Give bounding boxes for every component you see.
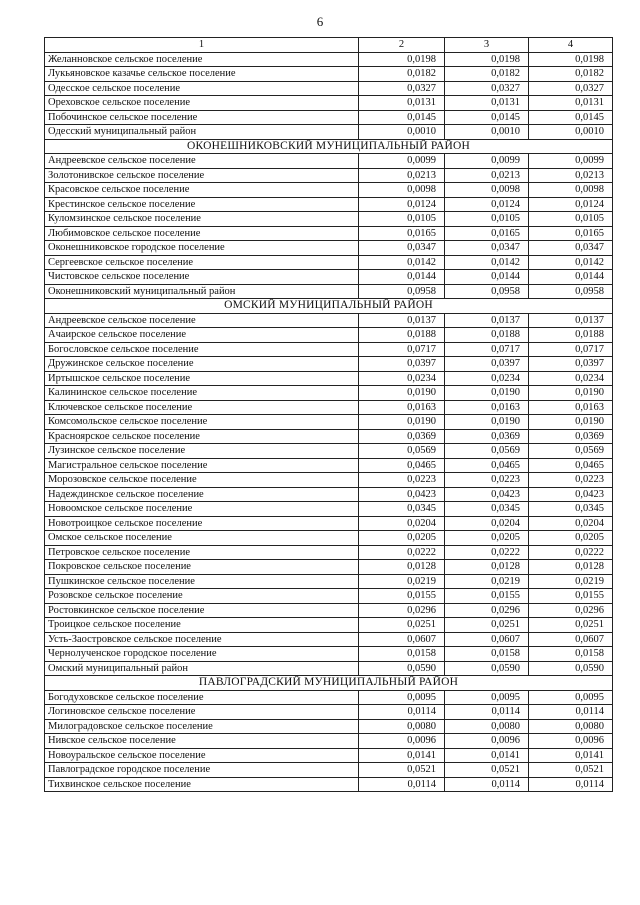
value-cell-col4: 0,0607 [529, 632, 613, 647]
settlement-name-cell: Крестинское сельское поселение [45, 197, 359, 212]
table-row [45, 719, 613, 734]
value-cell-col2: 0,0345 [359, 502, 445, 517]
table-row [45, 96, 613, 111]
value-cell-col4: 0,0222 [529, 545, 613, 560]
settlement-name-cell: Дружинское сельское поселение [45, 357, 359, 372]
settlement-name-cell: Павлоградское городское поселение [45, 763, 359, 778]
value-cell-col4: 0,0345 [529, 502, 613, 517]
value-cell-col3: 0,0327 [445, 81, 529, 96]
value-cell-col2: 0,0188 [359, 328, 445, 343]
value-cell-col3: 0,0223 [445, 473, 529, 488]
value-cell-col3: 0,0114 [445, 705, 529, 720]
value-cell-col2: 0,0465 [359, 458, 445, 473]
settlement-name-cell: Оконешниковское городское поселение [45, 241, 359, 256]
value-cell-col4: 0,0251 [529, 618, 613, 633]
value-cell-col2: 0,0010 [359, 125, 445, 140]
value-cell-col3: 0,0105 [445, 212, 529, 227]
value-cell-col2: 0,0131 [359, 96, 445, 111]
table-row [45, 386, 613, 401]
settlement-name-cell: Богодуховское сельское поселение [45, 690, 359, 705]
value-cell-col4: 0,0145 [529, 110, 613, 125]
page-number: 6 [316, 14, 324, 29]
settlement-name-cell: Омский муниципальный район [45, 661, 359, 676]
settlement-name-cell: Розовское сельское поселение [45, 589, 359, 604]
value-cell-col3: 0,0190 [445, 386, 529, 401]
value-cell-col4: 0,0142 [529, 255, 613, 270]
table-row [45, 618, 613, 633]
value-cell-col2: 0,0099 [359, 154, 445, 169]
table-row [45, 705, 613, 720]
value-cell-col4: 0,0569 [529, 444, 613, 459]
table-row [45, 342, 613, 357]
value-cell-col2: 0,0521 [359, 763, 445, 778]
settlement-name-cell: Магистральное сельское поселение [45, 458, 359, 473]
table-row [45, 154, 613, 169]
value-cell-col3: 0,0128 [445, 560, 529, 575]
section-title: ОКОНЕШНИКОВСКИЙ МУНИЦИПАЛЬНЫЙ РАЙОН [45, 139, 613, 154]
settlement-name-cell: Ачаирское сельское поселение [45, 328, 359, 343]
value-cell-col2: 0,0219 [359, 574, 445, 589]
value-cell-col3: 0,0095 [445, 690, 529, 705]
settlement-name-cell: Красноярское сельское поселение [45, 429, 359, 444]
value-cell-col4: 0,0010 [529, 125, 613, 140]
value-cell-col4: 0,0223 [529, 473, 613, 488]
table-row [45, 357, 613, 372]
value-cell-col4: 0,0141 [529, 748, 613, 763]
table-row [45, 473, 613, 488]
value-cell-col3: 0,0347 [445, 241, 529, 256]
settlement-name-cell: Лузинское сельское поселение [45, 444, 359, 459]
value-cell-col3: 0,0096 [445, 734, 529, 749]
settlement-name-cell: Омское сельское поселение [45, 531, 359, 546]
table-row [45, 284, 613, 299]
value-cell-col2: 0,0222 [359, 545, 445, 560]
value-cell-col2: 0,0717 [359, 342, 445, 357]
settlement-name-cell: Золотонивское сельское поселение [45, 168, 359, 183]
table-row [45, 502, 613, 517]
value-cell-col2: 0,0190 [359, 415, 445, 430]
value-cell-col2: 0,0142 [359, 255, 445, 270]
column-header: 1 [45, 38, 359, 53]
settlement-name-cell: Ореховское сельское поселение [45, 96, 359, 111]
table-row [45, 661, 613, 676]
value-cell-col3: 0,0219 [445, 574, 529, 589]
value-cell-col2: 0,0607 [359, 632, 445, 647]
value-cell-col4: 0,0327 [529, 81, 613, 96]
table-row [45, 777, 613, 792]
settlement-name-cell: Чистовское сельское поселение [45, 270, 359, 285]
value-cell-col2: 0,0251 [359, 618, 445, 633]
value-cell-col4: 0,0099 [529, 154, 613, 169]
value-cell-col4: 0,0369 [529, 429, 613, 444]
settlement-name-cell: Лукьяновское казачье сельское поселение [45, 67, 359, 82]
table-row [45, 67, 613, 82]
value-cell-col3: 0,0213 [445, 168, 529, 183]
value-cell-col3: 0,0163 [445, 400, 529, 415]
settlement-name-cell: Ростовкинское сельское поселение [45, 603, 359, 618]
table-header-row [45, 38, 613, 53]
settlement-name-cell: Богословское сельское поселение [45, 342, 359, 357]
value-cell-col4: 0,0205 [529, 531, 613, 546]
table-row [45, 81, 613, 96]
value-cell-col4: 0,0096 [529, 734, 613, 749]
value-cell-col2: 0,0155 [359, 589, 445, 604]
value-cell-col4: 0,0131 [529, 96, 613, 111]
column-header: 2 [359, 38, 445, 53]
settlement-name-cell: Одесское сельское поселение [45, 81, 359, 96]
settlement-name-cell: Андреевское сельское поселение [45, 154, 359, 169]
table-row [45, 560, 613, 575]
value-cell-col4: 0,0717 [529, 342, 613, 357]
value-cell-col4: 0,0347 [529, 241, 613, 256]
value-cell-col3: 0,0124 [445, 197, 529, 212]
value-cell-col3: 0,0198 [445, 52, 529, 67]
value-cell-col3: 0,0141 [445, 748, 529, 763]
value-cell-col4: 0,0296 [529, 603, 613, 618]
value-cell-col2: 0,0141 [359, 748, 445, 763]
table-row [45, 371, 613, 386]
value-cell-col2: 0,0397 [359, 357, 445, 372]
value-cell-col4: 0,0219 [529, 574, 613, 589]
table-row [45, 270, 613, 285]
section-header-row [45, 299, 613, 314]
value-cell-col2: 0,0165 [359, 226, 445, 241]
value-cell-col4: 0,0137 [529, 313, 613, 328]
table-row [45, 183, 613, 198]
value-cell-col4: 0,0234 [529, 371, 613, 386]
value-cell-col4: 0,0190 [529, 386, 613, 401]
settlement-name-cell: Иртышское сельское поселение [45, 371, 359, 386]
value-cell-col4: 0,0590 [529, 661, 613, 676]
allocation-table [44, 37, 613, 792]
value-cell-col2: 0,0590 [359, 661, 445, 676]
value-cell-col2: 0,0124 [359, 197, 445, 212]
settlement-name-cell: Новоуральское сельское поселение [45, 748, 359, 763]
table-row [45, 168, 613, 183]
value-cell-col3: 0,0204 [445, 516, 529, 531]
table-row [45, 255, 613, 270]
value-cell-col2: 0,0569 [359, 444, 445, 459]
value-cell-col3: 0,0137 [445, 313, 529, 328]
settlement-name-cell: Любимовское сельское поселение [45, 226, 359, 241]
value-cell-col2: 0,0347 [359, 241, 445, 256]
value-cell-col3: 0,0155 [445, 589, 529, 604]
value-cell-col2: 0,0213 [359, 168, 445, 183]
value-cell-col3: 0,0717 [445, 342, 529, 357]
settlement-name-cell: Ключевское сельское поселение [45, 400, 359, 415]
value-cell-col2: 0,0158 [359, 647, 445, 662]
value-cell-col2: 0,0080 [359, 719, 445, 734]
table-row [45, 125, 613, 140]
value-cell-col2: 0,0223 [359, 473, 445, 488]
value-cell-col4: 0,0397 [529, 357, 613, 372]
value-cell-col4: 0,0080 [529, 719, 613, 734]
value-cell-col2: 0,0095 [359, 690, 445, 705]
settlement-name-cell: Андреевское сельское поселение [45, 313, 359, 328]
table-row [45, 603, 613, 618]
section-header-row [45, 676, 613, 691]
value-cell-col3: 0,0465 [445, 458, 529, 473]
value-cell-col4: 0,0423 [529, 487, 613, 502]
value-cell-col2: 0,0204 [359, 516, 445, 531]
value-cell-col4: 0,0105 [529, 212, 613, 227]
settlement-name-cell: Сергеевское сельское поселение [45, 255, 359, 270]
table-row [45, 748, 613, 763]
value-cell-col2: 0,0163 [359, 400, 445, 415]
settlement-name-cell: Нивское сельское поселение [45, 734, 359, 749]
settlement-name-cell: Покровское сельское поселение [45, 560, 359, 575]
value-cell-col4: 0,0182 [529, 67, 613, 82]
value-cell-col2: 0,0128 [359, 560, 445, 575]
table-row [45, 647, 613, 662]
value-cell-col3: 0,0099 [445, 154, 529, 169]
value-cell-col2: 0,0958 [359, 284, 445, 299]
settlement-name-cell: Одесский муниципальный район [45, 125, 359, 140]
value-cell-col3: 0,0114 [445, 777, 529, 792]
table-row [45, 690, 613, 705]
value-cell-col3: 0,0397 [445, 357, 529, 372]
value-cell-col4: 0,0204 [529, 516, 613, 531]
settlement-name-cell: Троицкое сельское поселение [45, 618, 359, 633]
table-row [45, 212, 613, 227]
value-cell-col3: 0,0182 [445, 67, 529, 82]
settlement-name-cell: Морозовское сельское поселение [45, 473, 359, 488]
table-body [45, 38, 613, 792]
value-cell-col3: 0,0958 [445, 284, 529, 299]
settlement-name-cell: Усть-Заостровское сельское поселение [45, 632, 359, 647]
value-cell-col3: 0,0190 [445, 415, 529, 430]
value-cell-col3: 0,0423 [445, 487, 529, 502]
value-cell-col4: 0,0144 [529, 270, 613, 285]
table-row [45, 52, 613, 67]
value-cell-col2: 0,0144 [359, 270, 445, 285]
table-row [45, 763, 613, 778]
settlement-name-cell: Чернолученское городское поселение [45, 647, 359, 662]
table-row [45, 487, 613, 502]
value-cell-col3: 0,0158 [445, 647, 529, 662]
settlement-name-cell: Пушкинское сельское поселение [45, 574, 359, 589]
value-cell-col3: 0,0369 [445, 429, 529, 444]
table-row [45, 589, 613, 604]
value-cell-col3: 0,0222 [445, 545, 529, 560]
table-row [45, 734, 613, 749]
value-cell-col4: 0,0128 [529, 560, 613, 575]
table-row [45, 545, 613, 560]
section-title: ОМСКИЙ МУНИЦИПАЛЬНЫЙ РАЙОН [45, 299, 613, 314]
settlement-name-cell: Куломзинское сельское поселение [45, 212, 359, 227]
value-cell-col2: 0,0198 [359, 52, 445, 67]
settlement-name-cell: Логиновское сельское поселение [45, 705, 359, 720]
value-cell-col3: 0,0590 [445, 661, 529, 676]
value-cell-col4: 0,0155 [529, 589, 613, 604]
value-cell-col3: 0,0205 [445, 531, 529, 546]
settlement-name-cell: Желанновское сельское поселение [45, 52, 359, 67]
value-cell-col2: 0,0114 [359, 777, 445, 792]
value-cell-col4: 0,0188 [529, 328, 613, 343]
column-header: 3 [445, 38, 529, 53]
table-row [45, 226, 613, 241]
settlement-name-cell: Комсомольское сельское поселение [45, 415, 359, 430]
table-row [45, 632, 613, 647]
value-cell-col3: 0,0345 [445, 502, 529, 517]
value-cell-col4: 0,0165 [529, 226, 613, 241]
table-row [45, 313, 613, 328]
settlement-name-cell: Новотроицкое сельское поселение [45, 516, 359, 531]
settlement-name-cell: Надеждинское сельское поселение [45, 487, 359, 502]
value-cell-col4: 0,0958 [529, 284, 613, 299]
value-cell-col3: 0,0234 [445, 371, 529, 386]
value-cell-col4: 0,0198 [529, 52, 613, 67]
settlement-name-cell: Милоградовское сельское поселение [45, 719, 359, 734]
table-row [45, 328, 613, 343]
value-cell-col3: 0,0251 [445, 618, 529, 633]
settlement-name-cell: Новоомское сельское поселение [45, 502, 359, 517]
value-cell-col3: 0,0080 [445, 719, 529, 734]
value-cell-col2: 0,0145 [359, 110, 445, 125]
value-cell-col4: 0,0098 [529, 183, 613, 198]
table-row [45, 241, 613, 256]
table-row [45, 197, 613, 212]
table-row [45, 429, 613, 444]
column-header: 4 [529, 38, 613, 53]
value-cell-col2: 0,0098 [359, 183, 445, 198]
value-cell-col2: 0,0182 [359, 67, 445, 82]
value-cell-col4: 0,0114 [529, 705, 613, 720]
value-cell-col2: 0,0205 [359, 531, 445, 546]
value-cell-col2: 0,0296 [359, 603, 445, 618]
value-cell-col3: 0,0142 [445, 255, 529, 270]
section-header-row [45, 139, 613, 154]
value-cell-col4: 0,0213 [529, 168, 613, 183]
table-row [45, 110, 613, 125]
value-cell-col4: 0,0095 [529, 690, 613, 705]
settlement-name-cell: Оконешниковский муниципальный район [45, 284, 359, 299]
settlement-name-cell: Тихвинское сельское поселение [45, 777, 359, 792]
table-row [45, 415, 613, 430]
value-cell-col3: 0,0131 [445, 96, 529, 111]
value-cell-col4: 0,0465 [529, 458, 613, 473]
value-cell-col4: 0,0190 [529, 415, 613, 430]
table-row [45, 458, 613, 473]
value-cell-col4: 0,0158 [529, 647, 613, 662]
settlement-name-cell: Петровское сельское поселение [45, 545, 359, 560]
value-cell-col4: 0,0114 [529, 777, 613, 792]
value-cell-col3: 0,0569 [445, 444, 529, 459]
value-cell-col3: 0,0521 [445, 763, 529, 778]
value-cell-col4: 0,0521 [529, 763, 613, 778]
value-cell-col2: 0,0369 [359, 429, 445, 444]
value-cell-col4: 0,0163 [529, 400, 613, 415]
settlement-name-cell: Калининское сельское поселение [45, 386, 359, 401]
value-cell-col2: 0,0105 [359, 212, 445, 227]
value-cell-col2: 0,0096 [359, 734, 445, 749]
value-cell-col2: 0,0190 [359, 386, 445, 401]
value-cell-col3: 0,0010 [445, 125, 529, 140]
value-cell-col3: 0,0145 [445, 110, 529, 125]
value-cell-col3: 0,0165 [445, 226, 529, 241]
value-cell-col3: 0,0144 [445, 270, 529, 285]
table-row [45, 531, 613, 546]
settlement-name-cell: Побочинское сельское поселение [45, 110, 359, 125]
table-row [45, 400, 613, 415]
value-cell-col2: 0,0327 [359, 81, 445, 96]
table-row [45, 516, 613, 531]
value-cell-col3: 0,0188 [445, 328, 529, 343]
table-row [45, 444, 613, 459]
value-cell-col3: 0,0098 [445, 183, 529, 198]
value-cell-col2: 0,0114 [359, 705, 445, 720]
value-cell-col3: 0,0296 [445, 603, 529, 618]
value-cell-col4: 0,0124 [529, 197, 613, 212]
value-cell-col2: 0,0423 [359, 487, 445, 502]
value-cell-col2: 0,0137 [359, 313, 445, 328]
section-title: ПАВЛОГРАДСКИЙ МУНИЦИПАЛЬНЫЙ РАЙОН [45, 676, 613, 691]
settlement-name-cell: Красовское сельское поселение [45, 183, 359, 198]
table-row [45, 574, 613, 589]
value-cell-col2: 0,0234 [359, 371, 445, 386]
value-cell-col3: 0,0607 [445, 632, 529, 647]
